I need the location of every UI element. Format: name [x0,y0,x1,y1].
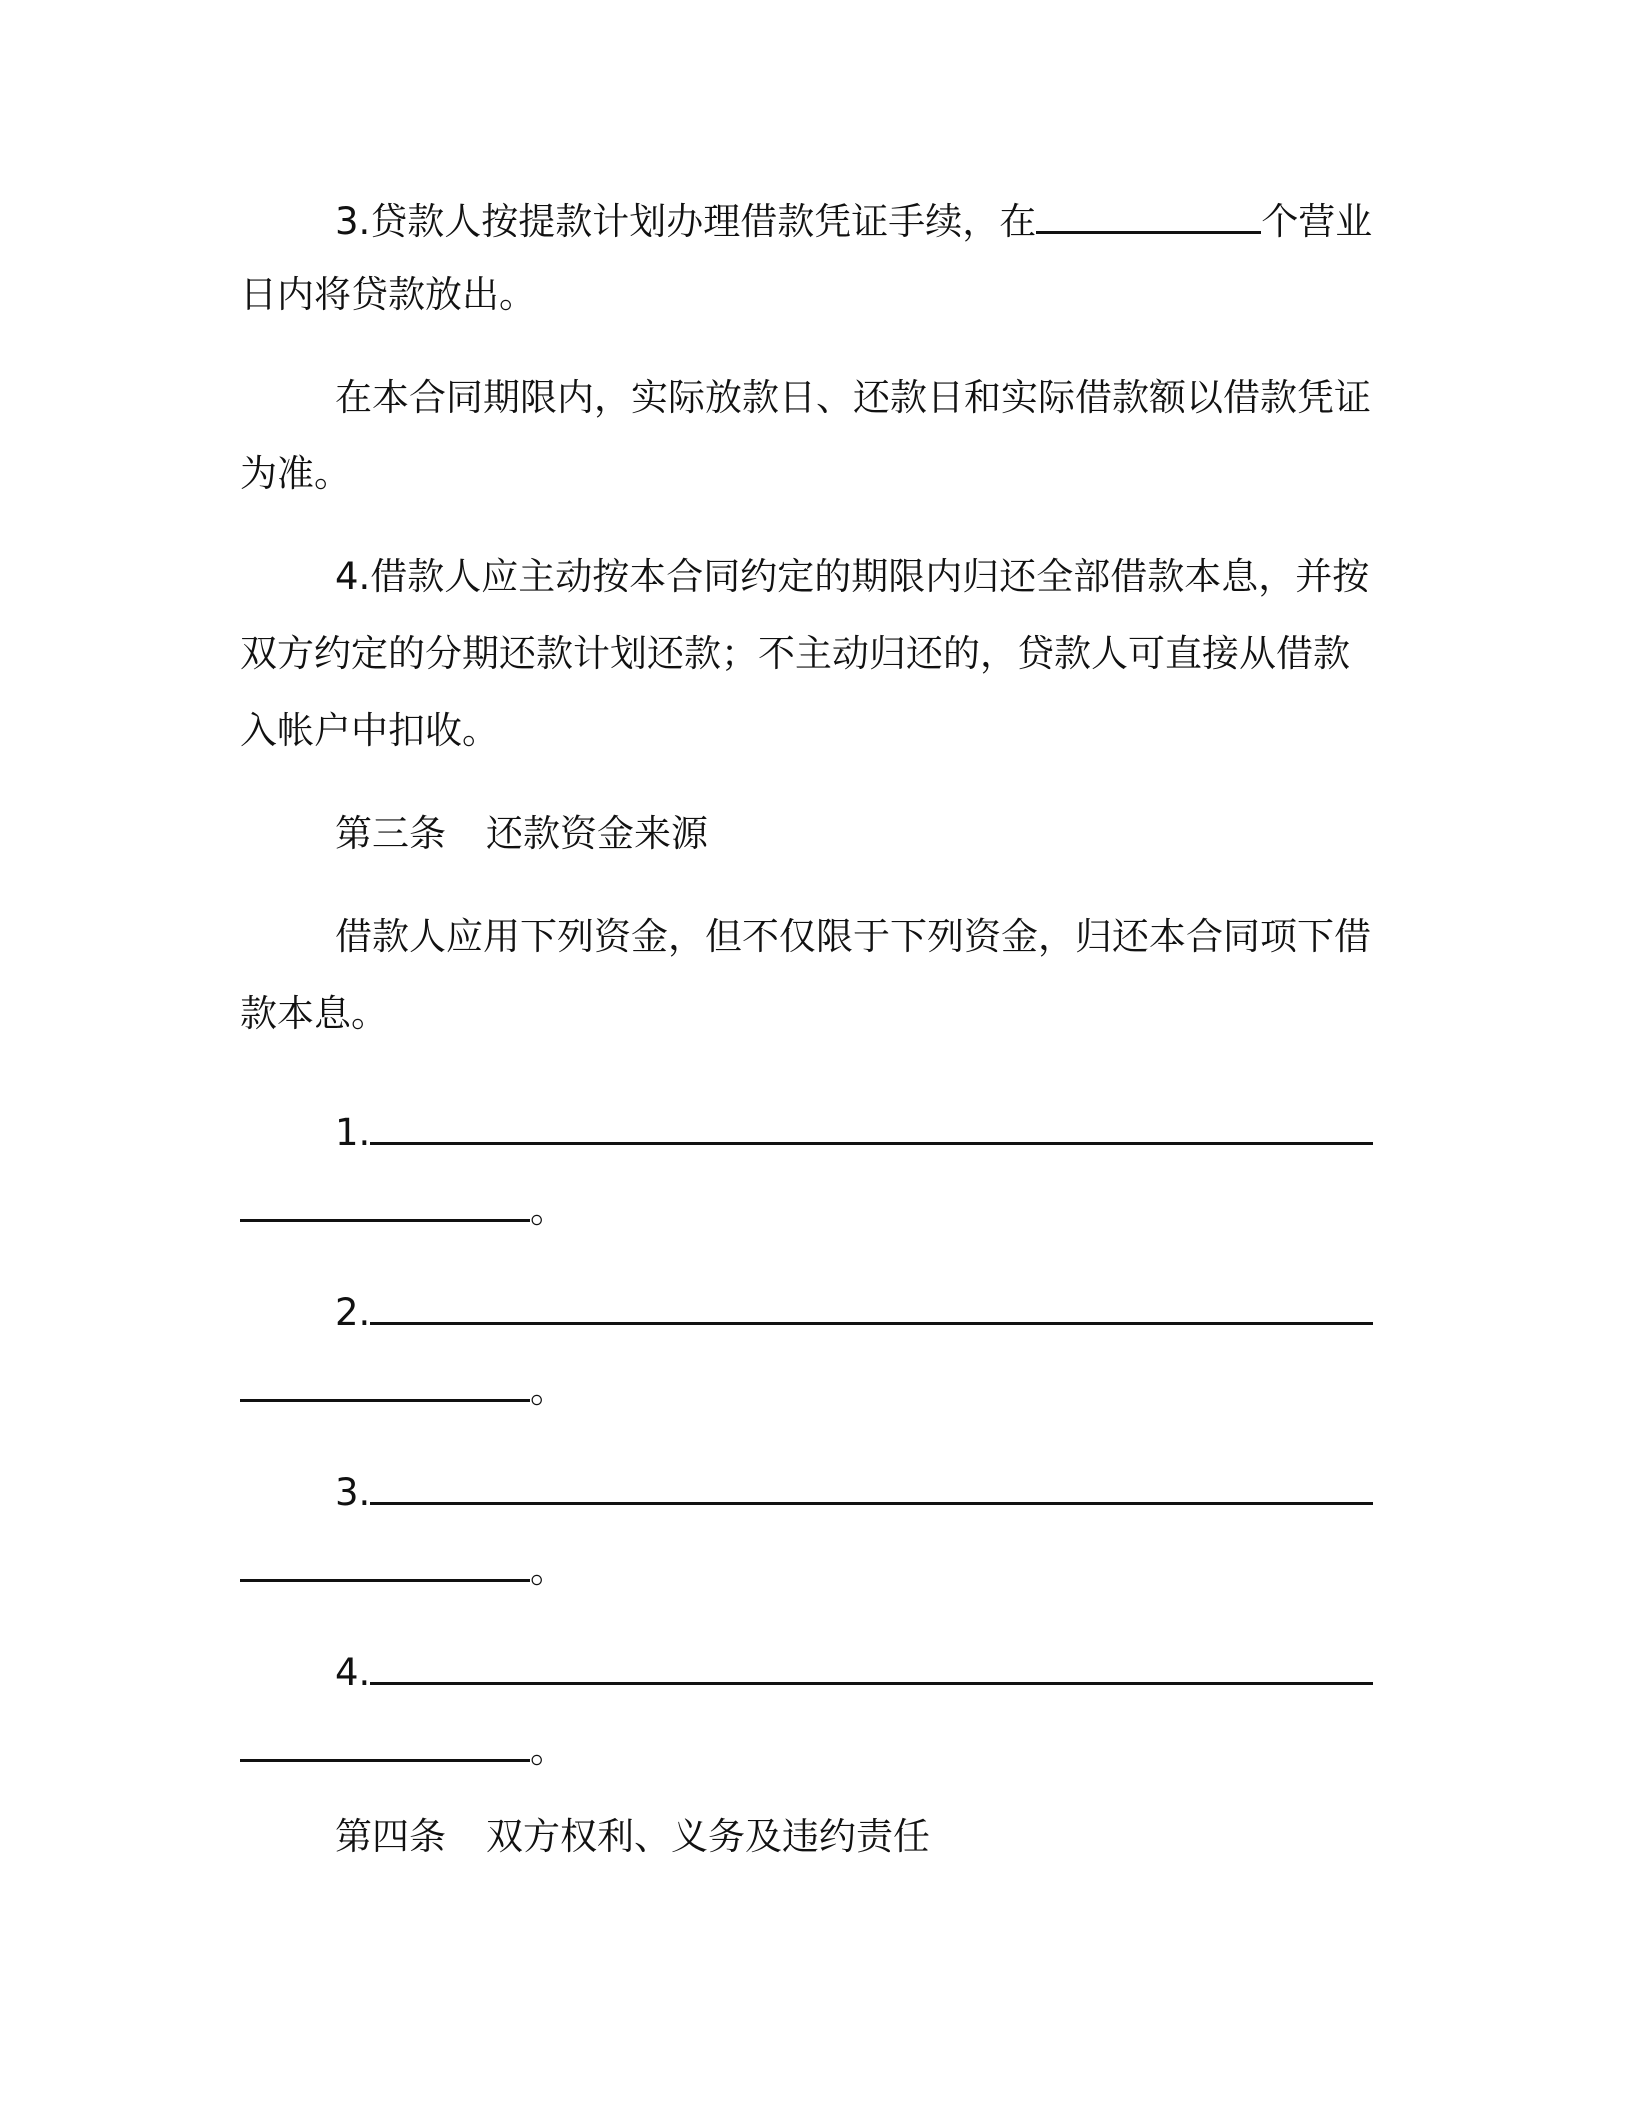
article-3-number: 第三条 [335,812,446,855]
list-item-3-end: 。 [530,1548,567,1591]
fill-in-blank-item-3-continued[interactable] [240,1543,530,1582]
fill-in-blank-business-days[interactable] [1036,195,1261,234]
paragraph-4-line-1: 4.借款人应主动按本合同约定的期限内归还全部借款本息，并按 [335,555,1370,598]
article-4-number: 第四条 [335,1815,446,1858]
list-item-3-line-1 [335,1466,1373,1517]
fill-in-blank-item-1[interactable] [370,1106,1373,1145]
list-item-2-line-1 [335,1286,1373,1337]
paragraph-3-text-b: 个营业 [1261,200,1373,243]
list-item-2-number: 2. [335,1291,371,1334]
list-item-4-end: 。 [530,1728,567,1771]
list-item-4-number: 4. [335,1651,371,1694]
fill-in-blank-item-4-continued[interactable] [240,1723,530,1762]
article-3-intro-line-2: 款本息。 [240,992,388,1035]
list-item-1-line-2 [240,1183,567,1234]
fill-in-blank-item-2-continued[interactable] [240,1363,530,1402]
list-item-1-end: 。 [530,1188,567,1231]
fill-in-blank-item-1-continued[interactable] [240,1183,530,1222]
list-item-3-line-2 [240,1543,567,1594]
paragraph-period-line-1: 在本合同期限内，实际放款日、还款日和实际借款额以借款凭证 [335,376,1371,419]
fill-in-blank-item-2[interactable] [370,1286,1373,1325]
list-item-4-line-2 [240,1723,567,1774]
list-item-3-number: 3. [335,1471,371,1514]
list-item-4-line-1 [335,1646,1373,1697]
paragraph-4-line-2: 双方约定的分期还款计划还款；不主动归还的，贷款人可直接从借款 [240,632,1350,675]
article-4-heading [335,1813,930,1861]
paragraph-3-line-2: 日内将贷款放出。 [240,273,536,316]
fill-in-blank-item-3[interactable] [370,1466,1373,1505]
paragraph-3-text-a: 3.贷款人按提款计划办理借款凭证手续，在 [335,200,1037,243]
list-item-2-line-2 [240,1363,567,1414]
paragraph-4-line-3: 入帐户中扣收。 [240,709,499,752]
article-4-title: 双方权利、义务及违约责任 [486,1815,930,1858]
article-3-title: 还款资金来源 [486,812,708,855]
list-item-1-line-1 [335,1106,1373,1157]
list-item-2-end: 。 [530,1368,567,1411]
fill-in-blank-item-4[interactable] [370,1646,1373,1685]
list-item-1-number: 1. [335,1111,371,1154]
paragraph-period-line-2: 为准。 [240,452,351,495]
article-3-intro-line-1: 借款人应用下列资金，但不仅限于下列资金，归还本合同项下借 [335,915,1371,958]
paragraph-3-line-1 [335,195,1372,246]
article-3-heading [335,810,708,858]
